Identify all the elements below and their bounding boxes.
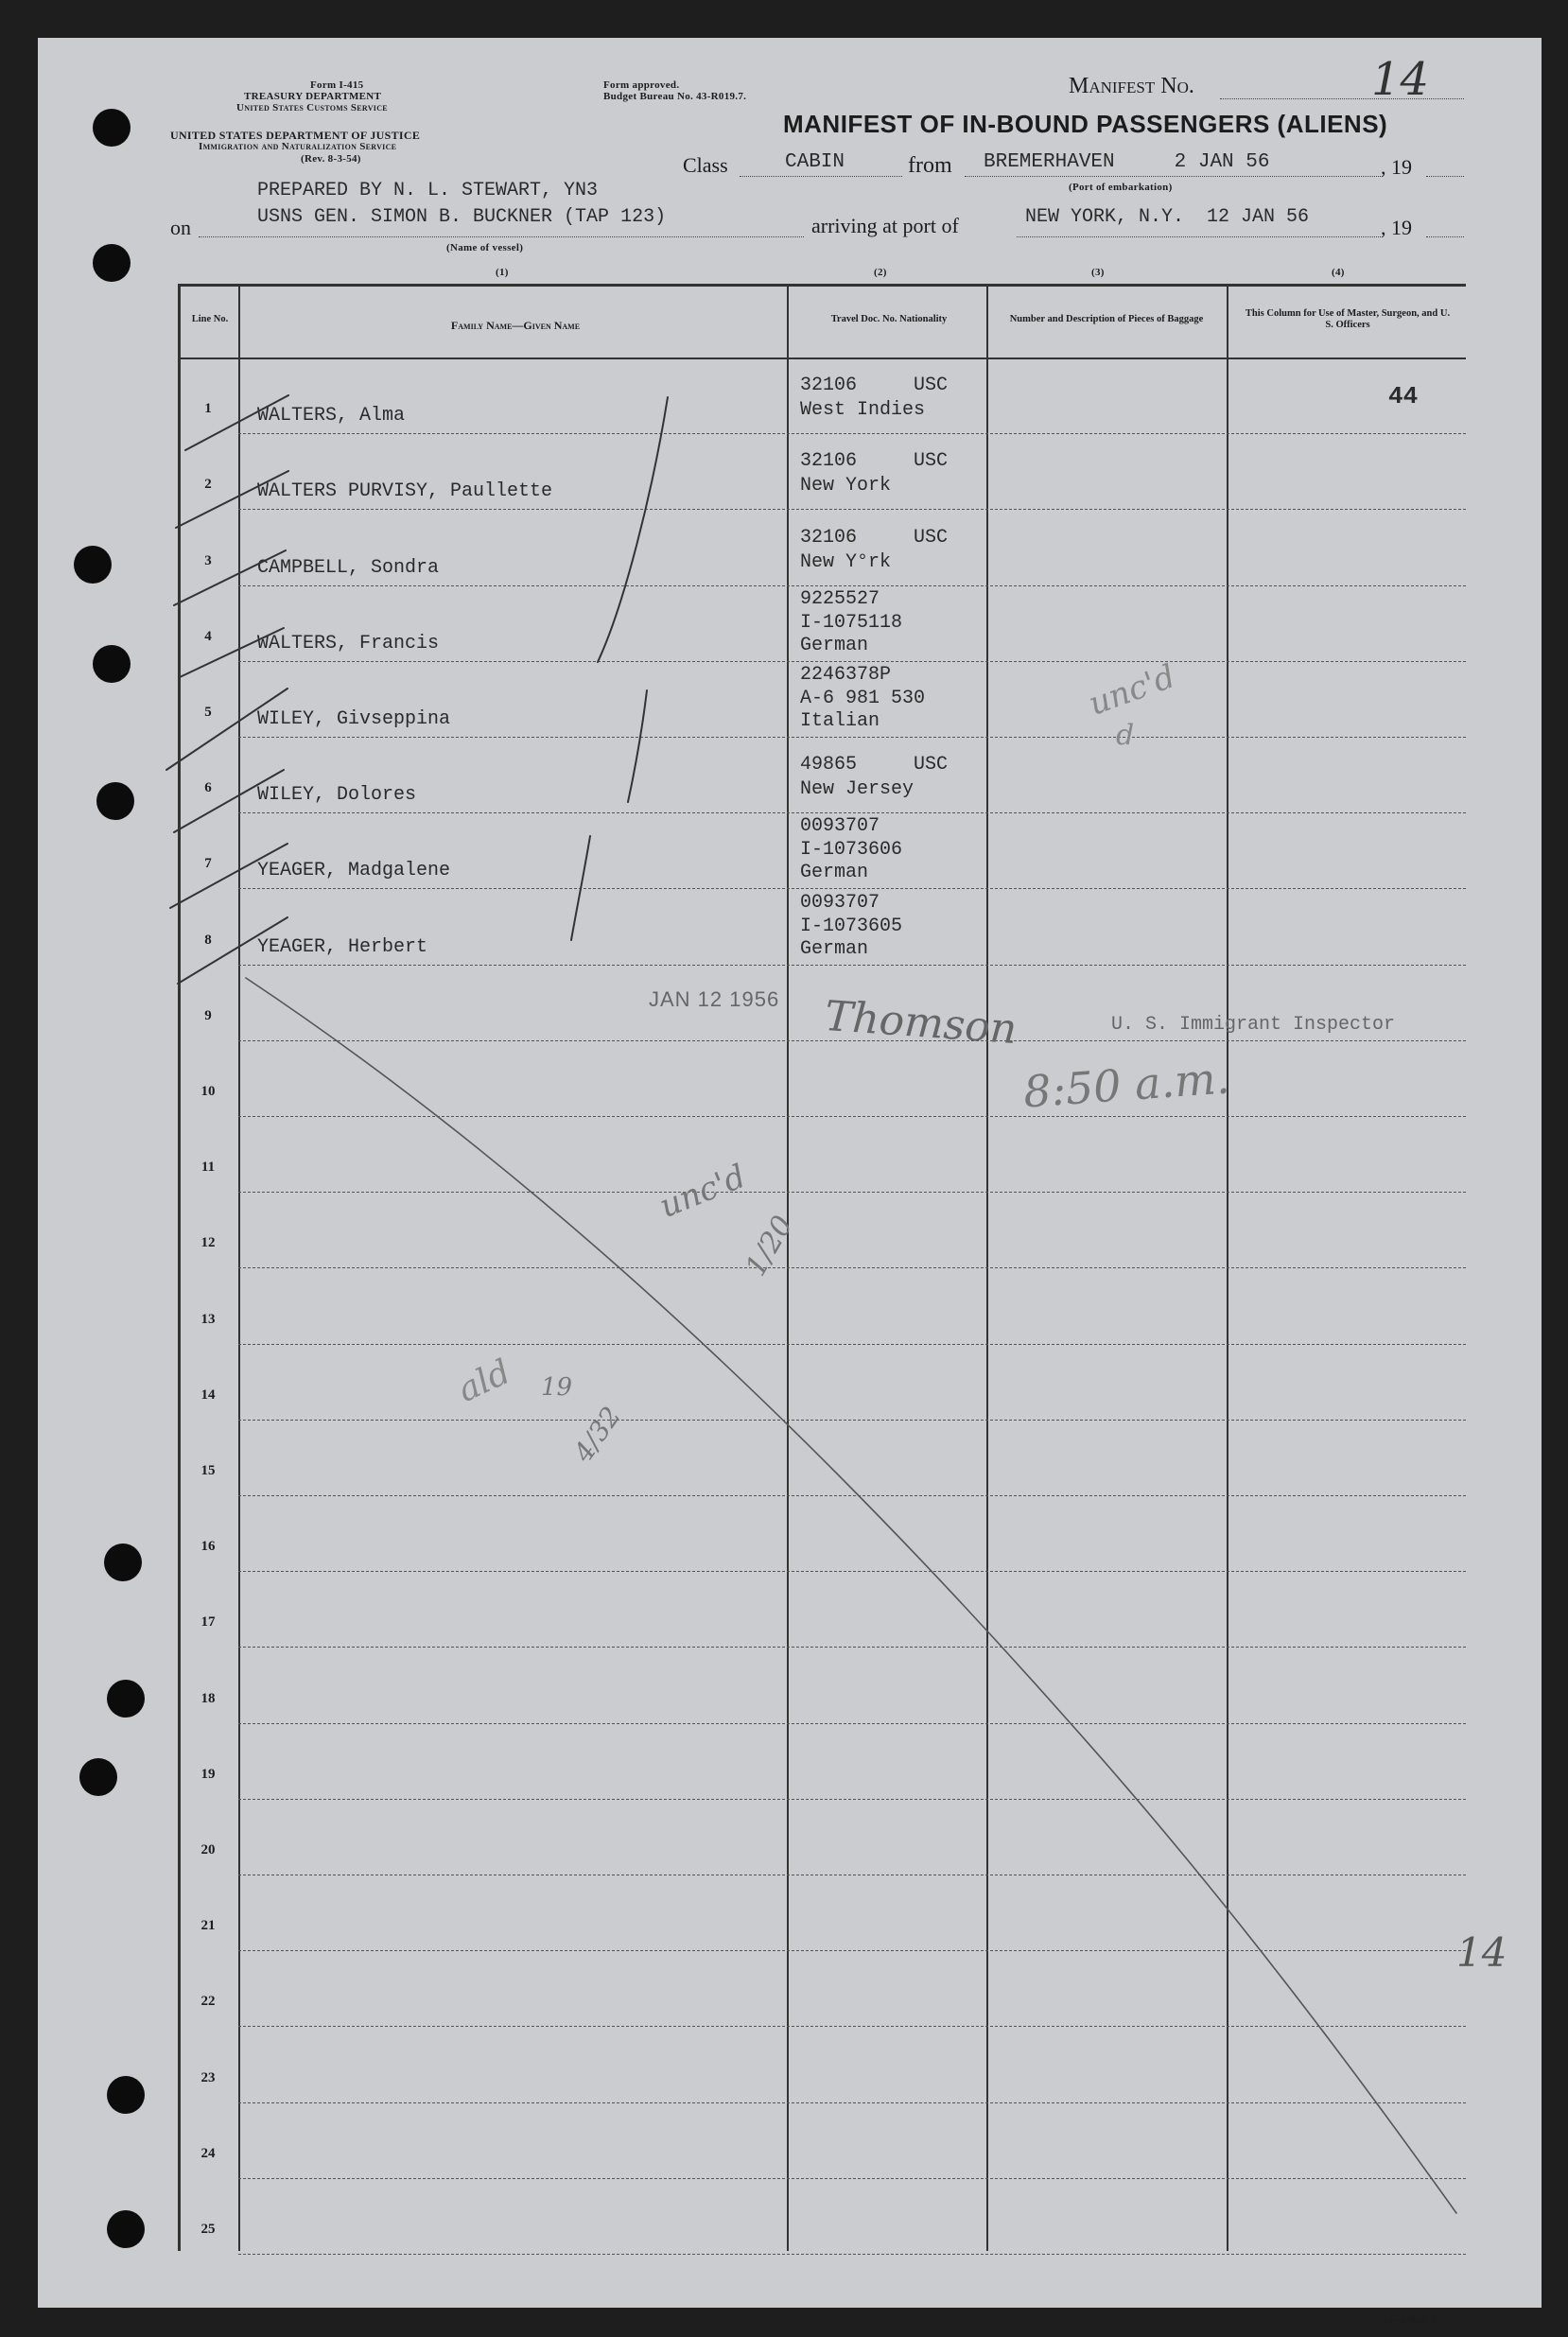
passenger-name: WILEY, Givseppina <box>257 708 451 730</box>
line-number: 7 <box>204 856 212 872</box>
page-title: MANIFEST OF IN-BOUND PASSENGERS (ALIENS) <box>783 110 1388 138</box>
col-num-4: (4) <box>1332 267 1345 278</box>
line-number: 10 <box>200 1084 216 1099</box>
tally-stroke <box>598 397 668 662</box>
port-embark-caption: (Port of embarkation) <box>1069 182 1173 193</box>
from-value: BREMERHAVEN 2 JAN 56 <box>984 151 1270 173</box>
arriving-label: arriving at port of <box>811 214 959 237</box>
passenger-name: WILEY, Dolores <box>257 784 417 807</box>
passenger-name: YEAGER, Madgalene <box>257 860 451 882</box>
check-mark <box>170 844 287 908</box>
footer-code: 16—54650-5 <box>1383 2315 1437 2326</box>
date-stamp: JAN 12 1956 <box>649 987 780 1011</box>
year-label-2: , 19 <box>1381 216 1412 239</box>
tally-stroke <box>628 690 647 802</box>
check-mark <box>185 395 288 450</box>
line-number: 23 <box>200 2069 216 2085</box>
passenger-name: CAMPBELL, Sondra <box>257 556 440 579</box>
col-header-travel-doc: Travel Doc. No. Nationality <box>830 314 948 324</box>
note-col3: unc'd <box>1083 657 1180 724</box>
travel-doc-number: 0093707 <box>800 891 880 914</box>
class-label: Class <box>683 153 728 177</box>
travel-doc-number: 0093707 <box>800 815 880 838</box>
dept-ins: Immigration and Naturalization Service <box>199 141 397 152</box>
travel-doc-number: 9225527 <box>800 587 880 610</box>
col-num-1: (1) <box>496 267 509 278</box>
nationality: German <box>800 937 869 960</box>
col-header-baggage: Number and Description of Pieces of Baggage <box>1009 314 1204 324</box>
note-left-fraction-1: 19 <box>541 1373 573 1402</box>
line-number: 6 <box>204 780 212 796</box>
nationality: New York <box>800 475 892 497</box>
line-number: 8 <box>204 932 212 948</box>
col-header-name: Family Name—Given Name <box>450 319 581 332</box>
line-number: 13 <box>200 1311 216 1327</box>
line-number: 15 <box>200 1463 216 1478</box>
prepared-by: PREPARED BY N. L. STEWART, YN3 <box>257 180 599 201</box>
col-num-2: (2) <box>874 267 887 278</box>
passenger-name: YEAGER, Herbert <box>257 935 428 958</box>
line-number: 9 <box>204 1007 212 1023</box>
travel-doc-number: 32106 USC <box>800 375 949 397</box>
from-label: from <box>908 153 952 178</box>
line-number: 24 <box>200 2145 216 2161</box>
check-mark <box>174 550 286 605</box>
line-number: 14 <box>200 1387 216 1403</box>
passenger-name: WALTERS, Francis <box>257 632 440 654</box>
nationality: German <box>800 862 869 884</box>
nationality: Italian <box>800 710 880 732</box>
passenger-name: WALTERS, Alma <box>257 405 406 427</box>
col-header-officers: This Column for Use of Master, Surgeon, and U. S. Officers <box>1245 308 1451 330</box>
line-number: 16 <box>200 1539 216 1555</box>
nationality: West Indies <box>800 399 926 422</box>
officer-note: 44 <box>1388 382 1419 411</box>
dept-justice: UNITED STATES DEPARTMENT OF JUSTICE <box>170 129 421 142</box>
margin-number: 14 <box>1456 1929 1507 1976</box>
note-col3b: d <box>1116 719 1135 752</box>
budget-bureau: Budget Bureau No. 43-R019.7. <box>603 91 747 102</box>
line-number: 1 <box>204 401 212 417</box>
line-number: 21 <box>200 1918 216 1934</box>
check-mark <box>176 471 288 528</box>
travel-doc-secondary: A-6 981 530 <box>800 688 926 709</box>
check-mark <box>178 917 287 984</box>
form-id: Form I-415 <box>310 79 364 91</box>
note-left: ald <box>451 1352 517 1410</box>
time-note: 8:50 a.m. <box>1021 1052 1231 1118</box>
class-value: CABIN <box>785 151 845 173</box>
travel-doc-number: 49865 USC <box>800 754 949 776</box>
check-mark <box>180 628 284 677</box>
note-mid: unc'd <box>653 1157 752 1227</box>
form-approved: Form approved. <box>603 79 680 91</box>
dept-treasury: TREASURY DEPARTMENT <box>244 91 382 102</box>
manifest-no-value: 14 <box>1371 53 1430 106</box>
line-number: 18 <box>200 1690 216 1706</box>
travel-doc-secondary: I-1073606 <box>800 839 903 862</box>
col-num-3: (3) <box>1091 267 1105 278</box>
travel-doc-secondary: I-1075118 <box>800 611 903 634</box>
vessel-name: USNS GEN. SIMON B. BUCKNER (TAP 123) <box>257 206 667 228</box>
on-label: on <box>170 216 191 239</box>
inspector-signature: Thomson <box>823 991 1019 1055</box>
cancel-line <box>246 978 1456 2213</box>
line-number: 25 <box>200 2222 216 2237</box>
passenger-name: WALTERS PURVISY, Paullette <box>257 480 553 503</box>
line-number: 12 <box>200 1235 216 1251</box>
year-label-1: , 19 <box>1381 155 1412 179</box>
note-left-fraction-2: 4/32 <box>566 1401 627 1468</box>
line-number: 22 <box>200 1994 216 2010</box>
check-mark <box>166 689 287 770</box>
travel-doc-secondary: I-1073605 <box>800 915 903 937</box>
nationality: New Y°rk <box>800 550 892 573</box>
manifest-no-label: Manifest No. <box>1069 74 1194 98</box>
travel-doc-number: 32106 USC <box>800 450 949 473</box>
arrival-port: NEW YORK, N.Y. 12 JAN 56 <box>1025 206 1310 228</box>
check-mark <box>174 770 284 832</box>
tally-stroke <box>571 836 590 940</box>
vessel-caption: (Name of vessel) <box>446 242 524 253</box>
line-number: 19 <box>200 1766 216 1782</box>
nationality: New Jersey <box>800 778 915 801</box>
line-number: 3 <box>204 552 212 568</box>
line-number: 17 <box>200 1614 216 1631</box>
line-number: 11 <box>200 1160 216 1176</box>
line-number: 20 <box>200 1842 216 1857</box>
col-header-line-no: Line No. <box>191 314 229 324</box>
note-mid-fraction: 1/20 <box>739 1210 800 1282</box>
dept-customs: United States Customs Service <box>236 102 388 113</box>
form-rev: (Rev. 8-3-54) <box>301 153 361 165</box>
travel-doc-number: 2246378P <box>800 664 892 686</box>
inspector-title: U. S. Immigrant Inspector <box>1111 1014 1396 1036</box>
line-number: 4 <box>204 628 212 644</box>
line-number: 5 <box>204 705 212 720</box>
line-number: 2 <box>204 477 212 493</box>
nationality: German <box>800 634 869 656</box>
travel-doc-number: 32106 USC <box>800 526 949 549</box>
